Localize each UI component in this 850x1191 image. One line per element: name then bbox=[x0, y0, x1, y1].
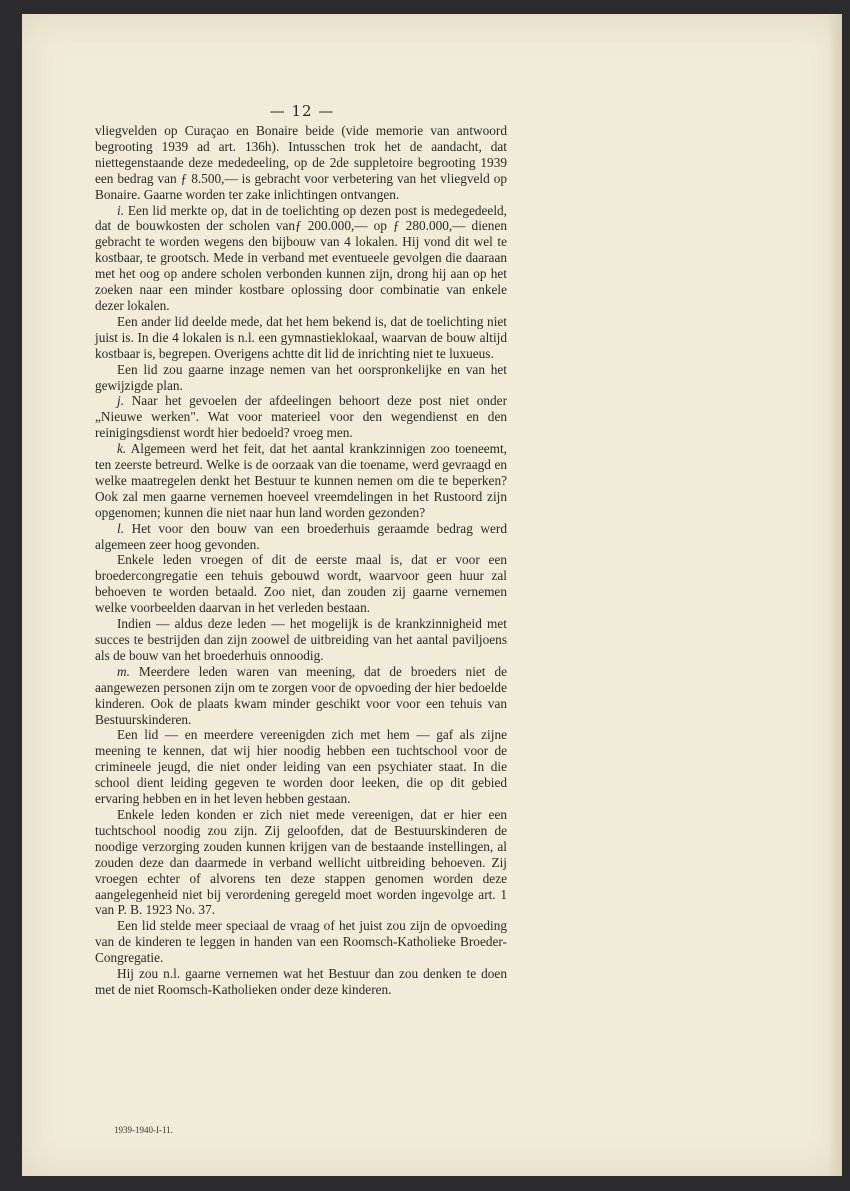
paragraph-text: Meerdere leden waren van meening, dat de broeders niet de aangewezen personen zijn om te zorgen voor de opvoeding der hier bedoelde kinderen. Ook de plaats kwam minder geschikt voor voor een tehuis van Bestuurskinderen. bbox=[95, 663, 507, 727]
paragraph bbox=[95, 314, 507, 362]
paragraph bbox=[95, 203, 507, 314]
paragraph-text: Een ander lid deelde mede, dat het hem bekend is, dat de toelichting niet juist is. In die 4 lokalen is n.l. een gymnastieklokaal, waarvan de bouw altijd kostbaar is, begrepen. Overigens achtte dit lid de inrichting niet te luxueus. bbox=[95, 313, 507, 361]
paragraph bbox=[95, 441, 507, 521]
paragraph-text: Enkele leden konden er zich niet mede vereenigen, dat er hier een tuchtschool noodig zou zijn. Zij geloofden, dat de Bestuurskinderen de noodige verzorging zouden kunnen krijgen van de bestaande instellingen, al zouden deze dan daarmede in verband wellicht uitbreiding behoeven. Zij vroegen echter of alvorens ten deze stappen genomen worden deze aangelegenheid niet bij verordening geregeld moet worden ingevolge art. 1 van P. B. 1923 No. 37. bbox=[95, 806, 507, 918]
footer-code: 1939-1940-I-11. bbox=[114, 1125, 173, 1135]
paragraph bbox=[95, 521, 507, 553]
paragraph bbox=[95, 393, 507, 441]
paragraph bbox=[95, 664, 507, 728]
paragraph bbox=[95, 362, 507, 394]
paragraph-text: Naar het gevoelen der afdeelingen behoort deze post niet onder „Nieuwe werken". Wat voor materieel voor den wegendienst en den reinigingsdienst wordt hier bedoeld? vroeg men. bbox=[95, 393, 507, 441]
paragraph-text: vliegvelden op Curaçao en Bonaire beide (vide memorie van antwoord begrooting 1939 ad art. 136h). Intusschen trok het de aandacht, dat niettegenstaande deze mededeeling, op de 2de suppletoire begrooting 1939 een bedrag van ƒ 8.500,— is gebracht voor verbetering van het vliegveld op Bonaire. Gaarne worden ter zake inlichtingen ontvangen. bbox=[95, 123, 507, 202]
paragraph-text: Een lid zou gaarne inzage nemen van het oorspronkelijke en van het gewijzigde plan. bbox=[95, 361, 507, 393]
body-text bbox=[95, 123, 507, 998]
paragraph-text: Indien — aldus deze leden — het mogelijk is de krankzinnigheid met succes te bestrijden dan zijn zoowel de uitbreiding van het aantal paviljoens als de bouw van het broederhuis onnoodig. bbox=[95, 616, 507, 663]
paragraph-text: Enkele leden vroegen of dit de eerste maal is, dat er voor een broedercongregatie een tehuis gebouwd wordt, waarvoor geen huur zal behoeven te worden betaald. Zoo niet, dan zouden zij gaarne vernemen welke voorbeelden daarvan in het verleden bestaan. bbox=[95, 552, 507, 616]
paragraph-marker: k. bbox=[117, 441, 127, 457]
paragraph-text: Een lid merkte op, dat in de toelichting op dezen post is medegedeeld, dat de bouwkosten der scholen vanƒ 200.000,— op ƒ 280.000,— dienen gebracht te worden wegens den bijbouw van 4 lokalen. Hij vond dit wel te kostbaar, te grootsch. Mede in verband met eventueele gevolgen die daaraan met het oog op andere scholen verbonden kunnen zijn, drong hij aan op het zoeken naar een minder kostbare oplossing door combinatie van enkele dezer lokalen. bbox=[95, 202, 507, 313]
paragraph-marker: m. bbox=[117, 663, 130, 679]
paragraph-marker: l. bbox=[117, 520, 125, 536]
paragraph bbox=[95, 727, 507, 807]
paragraph bbox=[95, 966, 507, 998]
paragraph bbox=[95, 123, 507, 203]
paragraph-text: Hij zou n.l. gaarne vernemen wat het Bestuur dan zou denken te doen met de niet Roomsch-Katholieken onder deze kinderen. bbox=[95, 966, 507, 997]
paragraph bbox=[95, 552, 507, 616]
document-page bbox=[22, 14, 842, 1176]
paragraph bbox=[95, 616, 507, 664]
paragraph-text: Een lid stelde meer speciaal de vraag of het juist zou zijn de opvoeding van de kinderen te leggen in handen van een Roomsch-Katholieke Broeder-Congregatie. bbox=[95, 918, 507, 966]
paragraph-text: Een lid — en meerdere vereenigden zich met hem — gaf als zijne meening te kennen, dat wij hier noodig hebben een tuchtschool voor de crimineele jeugd, die niet onder leiding van een psychiater staat. In die school dient leiding gegeven te worden door leeken, die op dit gebied ervaring hebben en in het leven hebben gestaan. bbox=[95, 727, 507, 807]
paragraph-text: Het voor den bouw van een broederhuis geraamde bedrag werd algemeen zeer hoog gevonden. bbox=[95, 520, 508, 552]
page-number: — 12 — bbox=[269, 102, 335, 120]
paragraph-marker: j. bbox=[117, 393, 125, 409]
paragraph bbox=[95, 918, 507, 966]
paragraph bbox=[95, 807, 507, 918]
paragraph-text: Algemeen werd het feit, dat het aantal krankzinnigen zoo toeneemt, ten zeerste betreurd. Welke is de oorzaak van die toename, werd gevraagd en welke maatregelen denkt het Bestuur te kunnen nemen om die te beperken? Ook zal men gaarne vernemen hoeveel vreemdelingen in het Rustoord zijn opgenomen; kunnen die niet naar hun land worden gezonden? bbox=[95, 441, 508, 520]
paragraph-marker: i. bbox=[117, 202, 125, 218]
